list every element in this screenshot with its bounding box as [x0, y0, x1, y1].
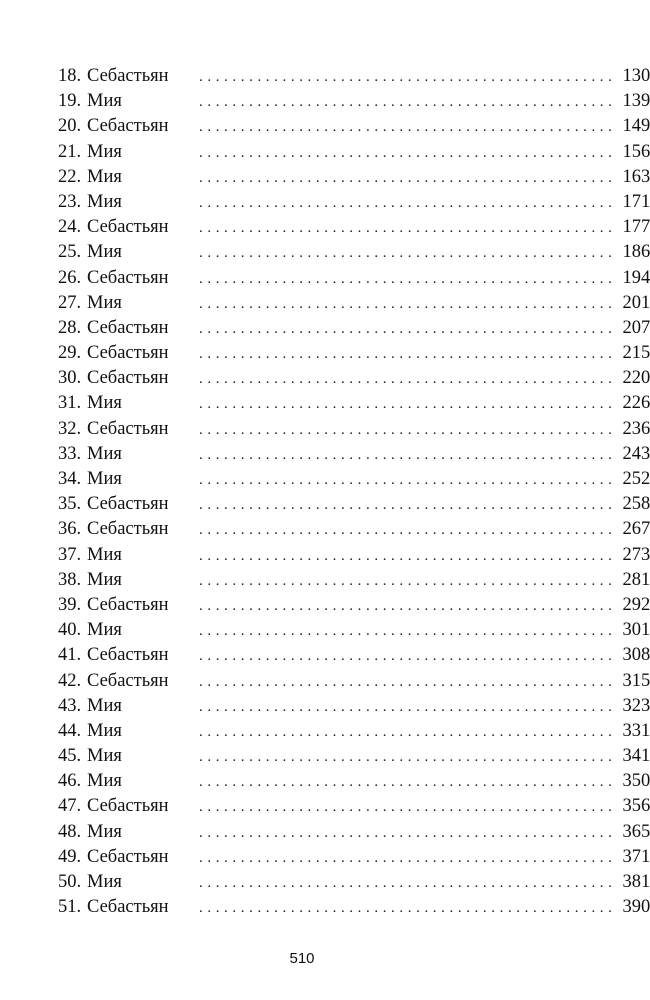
dot-leader: .................................................. [199, 799, 617, 816]
chapter-number: 20. [58, 116, 82, 137]
chapter-number: 19. [58, 91, 82, 112]
toc-entry [58, 366, 650, 391]
dot-leader: .................................................. [199, 346, 617, 363]
dot-leader: .................................................. [199, 472, 617, 488]
chapter-page-number: 194 [622, 267, 650, 288]
dot-leader: .................................................. [199, 446, 617, 463]
toc-entry [58, 417, 650, 442]
table-of-contents [58, 64, 650, 920]
dot-leader: .................................................. [199, 623, 617, 640]
chapter-title: Мия [87, 91, 122, 112]
chapter-number: 45. [58, 746, 82, 767]
dot-leader: .................................................. [199, 371, 617, 388]
chapter-number: 40. [58, 620, 82, 641]
chapter-page-number: 331 [622, 720, 650, 741]
dot-leader: .................................................. [199, 698, 617, 715]
chapter-title: Себастьян [87, 670, 169, 691]
chapter-number: 22. [58, 166, 82, 187]
dot-leader: .................................................. [199, 572, 617, 589]
chapter-number: 28. [58, 317, 82, 338]
chapter-title: Себастьян [87, 66, 169, 86]
toc-entry [58, 568, 650, 593]
chapter-number: 21. [58, 141, 82, 162]
chapter-page-number: 365 [622, 821, 650, 842]
toc-entry [58, 114, 650, 139]
dot-leader: .................................................. [199, 824, 617, 841]
chapter-title: Мия [87, 191, 122, 212]
chapter-title: Себастьян [87, 317, 169, 338]
chapter-page-number: 301 [622, 620, 650, 641]
chapter-page-number: 258 [622, 494, 650, 515]
dot-leader: .................................................. [199, 144, 617, 161]
chapter-title: Мия [87, 393, 122, 414]
chapter-title: Мия [87, 443, 122, 464]
toc-entry [58, 694, 650, 719]
chapter-number: 41. [58, 645, 82, 666]
chapter-page-number: 341 [622, 746, 650, 767]
chapter-title: Себастьян [87, 368, 169, 389]
chapter-title: Себастьян [87, 494, 169, 515]
chapter-title: Себастьян [87, 897, 169, 918]
dot-leader: .................................................. [199, 220, 617, 237]
chapter-title: Мия [87, 872, 122, 892]
chapter-number: 23. [58, 191, 82, 212]
chapter-number: 29. [58, 343, 82, 364]
chapter-number: 47. [58, 796, 82, 817]
chapter-page-number: 243 [622, 443, 650, 464]
dot-leader: .................................................. [199, 295, 617, 312]
chapter-title: Мия [87, 166, 122, 187]
toc-entry [58, 744, 650, 769]
dot-leader: .................................................. [199, 900, 617, 917]
dot-leader: .................................................. [199, 119, 617, 136]
chapter-title: Мия [87, 292, 122, 313]
chapter-page-number: 201 [622, 292, 650, 313]
toc-entry [58, 442, 650, 467]
toc-entry [58, 769, 650, 794]
toc-entry [58, 467, 650, 492]
toc-entry [58, 845, 650, 870]
chapter-page-number: 215 [622, 343, 650, 364]
chapter-page-number: 139 [622, 91, 650, 112]
chapter-page-number: 220 [622, 368, 650, 389]
chapter-title: Себастьян [87, 267, 169, 288]
chapter-page-number: 390 [622, 897, 650, 918]
chapter-title: Себастьян [87, 343, 169, 364]
dot-leader: .................................................. [199, 875, 617, 891]
chapter-page-number: 381 [622, 872, 650, 892]
toc-entry [58, 391, 650, 416]
chapter-number: 38. [58, 569, 82, 590]
toc-entry [58, 517, 650, 542]
toc-entry [58, 543, 650, 568]
toc-entry [58, 341, 650, 366]
dot-leader: .................................................. [199, 497, 617, 514]
chapter-number: 26. [58, 267, 82, 288]
chapter-number: 39. [58, 594, 82, 615]
chapter-title: Себастьян [87, 217, 169, 238]
chapter-page-number: 207 [622, 317, 650, 338]
chapter-page-number: 356 [622, 796, 650, 817]
chapter-title: Мия [87, 746, 122, 767]
chapter-title: Мия [87, 469, 122, 489]
chapter-number: 25. [58, 242, 82, 263]
toc-entry [58, 140, 650, 165]
chapter-title: Мия [87, 569, 122, 590]
toc-entry [58, 794, 650, 819]
chapter-title: Себастьян [87, 645, 169, 666]
chapter-number: 48. [58, 821, 82, 842]
toc-entry [58, 895, 650, 920]
chapter-number: 31. [58, 393, 82, 414]
chapter-title: Себастьян [87, 418, 169, 439]
dot-leader: .................................................. [199, 547, 617, 564]
chapter-page-number: 292 [622, 594, 650, 615]
chapter-page-number: 323 [622, 695, 650, 716]
chapter-number: 49. [58, 846, 82, 867]
toc-entry [58, 215, 650, 240]
chapter-number: 18. [58, 66, 82, 86]
chapter-page-number: 171 [622, 191, 650, 212]
chapter-number: 50. [58, 872, 82, 892]
toc-entry [58, 266, 650, 291]
toc-entry [58, 618, 650, 643]
chapter-title: Мия [87, 141, 122, 162]
chapter-number: 37. [58, 544, 82, 565]
chapter-number: 27. [58, 292, 82, 313]
dot-leader: .................................................. [199, 723, 617, 740]
chapter-page-number: 186 [622, 242, 650, 263]
dot-leader: .................................................. [199, 673, 617, 690]
toc-entry [58, 240, 650, 265]
dot-leader: .................................................. [199, 169, 617, 186]
chapter-title: Мия [87, 821, 122, 842]
chapter-page-number: 130 [622, 66, 650, 86]
chapter-page-number: 226 [622, 393, 650, 414]
toc-entry [58, 190, 650, 215]
chapter-number: 30. [58, 368, 82, 389]
chapter-page-number: 371 [622, 846, 650, 867]
dot-leader: .................................................. [199, 749, 617, 766]
page-number: 510 [289, 950, 315, 967]
toc-entry [58, 89, 650, 114]
dot-leader: .................................................. [199, 270, 617, 287]
chapter-title: Мия [87, 720, 122, 741]
toc-entry [58, 291, 650, 316]
chapter-title: Себастьян [87, 116, 169, 137]
dot-leader: .................................................. [199, 522, 617, 539]
chapter-page-number: 281 [622, 569, 650, 590]
chapter-page-number: 163 [622, 166, 650, 187]
chapter-title: Мия [87, 544, 122, 565]
dot-leader: .................................................. [199, 849, 617, 866]
chapter-number: 24. [58, 217, 82, 238]
toc-entry [58, 643, 650, 668]
chapter-number: 32. [58, 418, 82, 439]
chapter-number: 42. [58, 670, 82, 691]
toc-entry [58, 719, 650, 744]
toc-entry [58, 64, 650, 89]
dot-leader: .................................................. [199, 396, 617, 413]
chapter-number: 33. [58, 443, 82, 464]
toc-entry [58, 165, 650, 190]
dot-leader: .................................................. [199, 597, 617, 614]
dot-leader: .................................................. [199, 421, 617, 438]
chapter-title: Мия [87, 771, 122, 792]
chapter-title: Мия [87, 242, 122, 263]
chapter-title: Себастьян [87, 846, 169, 867]
toc-entry [58, 492, 650, 517]
chapter-title: Мия [87, 695, 122, 716]
chapter-number: 36. [58, 519, 82, 540]
dot-leader: .................................................. [199, 648, 617, 665]
chapter-page-number: 149 [622, 116, 650, 137]
dot-leader: .................................................. [199, 245, 617, 262]
toc-entry [58, 669, 650, 694]
chapter-title: Себастьян [87, 594, 169, 615]
toc-entry [58, 316, 650, 341]
toc-entry [58, 870, 650, 895]
dot-leader: .................................................. [199, 320, 617, 337]
chapter-page-number: 156 [622, 141, 650, 162]
chapter-number: 43. [58, 695, 82, 716]
chapter-page-number: 350 [622, 771, 650, 792]
chapter-page-number: 315 [622, 670, 650, 691]
chapter-page-number: 308 [622, 645, 650, 666]
chapter-number: 51. [58, 897, 82, 918]
dot-leader: .................................................. [199, 94, 617, 111]
chapter-number: 46. [58, 771, 82, 792]
chapter-number: 34. [58, 469, 82, 489]
chapter-page-number: 177 [622, 217, 650, 238]
dot-leader: .................................................. [199, 69, 617, 85]
dot-leader: .................................................. [199, 194, 617, 211]
chapter-number: 35. [58, 494, 82, 515]
chapter-page-number: 252 [622, 469, 650, 489]
chapter-title: Себастьян [87, 796, 169, 817]
chapter-page-number: 267 [622, 519, 650, 540]
chapter-number: 44. [58, 720, 82, 741]
toc-entry [58, 820, 650, 845]
chapter-title: Мия [87, 620, 122, 641]
chapter-page-number: 236 [622, 418, 650, 439]
chapter-page-number: 273 [622, 544, 650, 565]
dot-leader: .................................................. [199, 774, 617, 791]
toc-entry [58, 593, 650, 618]
chapter-title: Себастьян [87, 519, 169, 540]
